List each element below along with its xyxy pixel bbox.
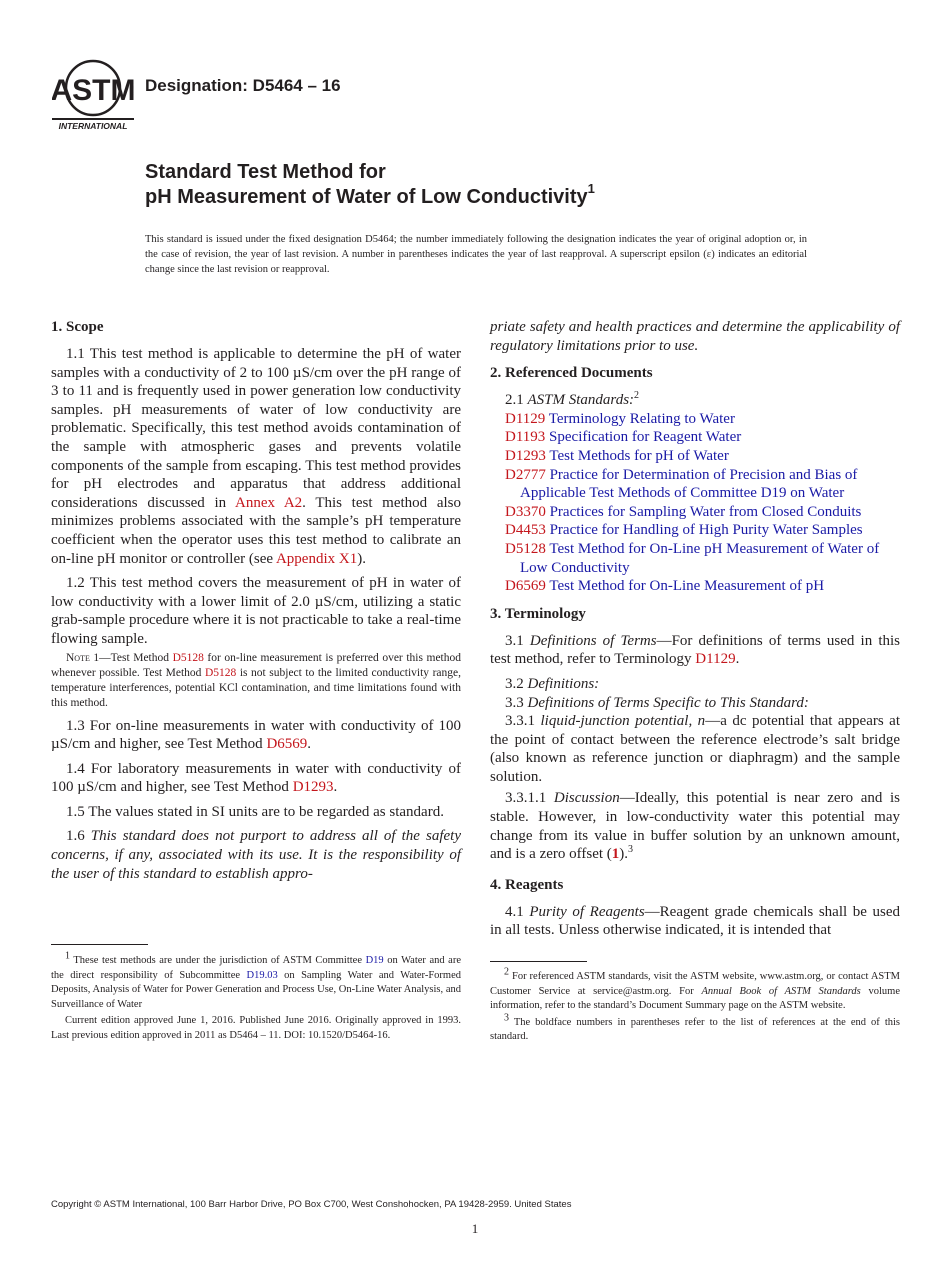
section-heading-reagents: 4. Reagents xyxy=(490,876,564,893)
fn3-text: The boldface numbers in parentheses refer to the list of references at the end of this standard. xyxy=(490,1016,900,1042)
standard-code-link[interactable]: D1293 xyxy=(505,447,546,464)
p3311-sup[interactable]: 3 xyxy=(628,844,634,856)
section-heading-referenced-documents: 2. Referenced Documents xyxy=(490,365,653,382)
standard-title-link[interactable]: Practice for Handling of High Purity Water Samples xyxy=(549,522,863,539)
link-appendix-x1[interactable]: Appendix X1 xyxy=(275,550,358,567)
fn3-sup: 3 xyxy=(504,1012,509,1023)
link-d19-03[interactable]: D19.03 xyxy=(246,969,278,981)
p3311-text: —Ideally, this potential is near zero and is stable. However, in low-conductivity water this potential may change from its value in buffer solution by an unknown amount, and is a zero offset ( xyxy=(490,790,901,863)
referenced-standard-item xyxy=(490,410,900,429)
link-d6569[interactable]: D6569 xyxy=(266,736,308,753)
logo-text: ASTM xyxy=(52,74,134,107)
standard-code-link[interactable]: D5128 xyxy=(505,540,546,557)
standard-title-link[interactable]: Specification for Reagent Water xyxy=(549,429,742,446)
referenced-standard-item xyxy=(490,577,900,596)
paragraph-2-1 xyxy=(490,391,900,410)
p32-num: 3.2 xyxy=(505,675,528,692)
p33-italic: Definitions of Terms Specific to This Standard: xyxy=(527,694,809,711)
link-d5128-2[interactable]: D5128 xyxy=(204,666,237,679)
referenced-standard-item xyxy=(490,466,900,503)
paragraph-1-4 xyxy=(51,760,461,797)
standard-title-link[interactable]: Practices for Sampling Water from Closed Conduits xyxy=(549,503,862,520)
p21-num: 2.1 xyxy=(505,392,528,409)
p32-italic: Definitions: xyxy=(527,675,600,692)
paragraph-4-1 xyxy=(490,903,900,940)
p3311-italic: Discussion xyxy=(553,790,620,807)
link-d5128[interactable]: D5128 xyxy=(172,651,204,664)
fn1-text-b: on Water and are the direct responsibility of Subcommittee xyxy=(51,955,461,981)
paragraph-1-2: 1.2 This test method covers the measurement of pH in water of low conductivity with a lower limit of 2.0 µS/cm, utilizing a static grab-sample procedure where it is not practicable to take a real-time flowing sample. xyxy=(51,575,461,647)
right-column xyxy=(490,318,900,946)
copyright-notice: Copyright © ASTM International, 100 Barr Harbor Drive, PO Box C700, West Conshohocken, PA 19428-2959. United States xyxy=(51,1199,572,1210)
referenced-standard-item xyxy=(490,540,900,577)
standard-code-link[interactable]: D6569 xyxy=(505,578,546,595)
paragraph-3-3-1 xyxy=(490,712,900,786)
standard-title-link[interactable]: Terminology Relating to Water xyxy=(548,410,735,427)
p14-end: . xyxy=(333,779,338,796)
referenced-standard-item xyxy=(490,521,900,540)
p21-sup[interactable]: 2 xyxy=(634,390,640,402)
referenced-standard-item xyxy=(490,447,900,466)
p41-italic: Purity of Reagents xyxy=(529,903,645,920)
p11-text-b: . This test method also minimizes problems associated with the sample’s pH temperature coefficient when the operator uses this test method to calibrate an on-line pH monitor or controller (see xyxy=(51,494,461,567)
standard-code-link[interactable]: D2777 xyxy=(505,466,546,483)
p331-italic: liquid-junction potential, n xyxy=(540,713,706,730)
paragraph-3-3-1-1 xyxy=(490,789,900,863)
fn1-sup: 1 xyxy=(65,950,70,962)
left-column xyxy=(51,318,461,889)
standard-code-link[interactable]: D3370 xyxy=(505,503,546,520)
fn1-text-a: These test methods are under the jurisdiction of ASTM Committee xyxy=(70,955,363,966)
footnote-rule-left xyxy=(51,944,148,945)
p331-num: 3.3.1 xyxy=(505,713,541,730)
note-text-a: 1—Test Method xyxy=(89,651,169,664)
footnote-current-edition: Current edition approved June 1, 2016. Published June 2016. Originally approved in 1993. Last previous edition approved in 2011 as D5464 – 11. DOI: 10.1520/D5464-16. xyxy=(51,1015,461,1041)
p3311-num: 3.3.1.1 xyxy=(505,790,554,807)
p11-text-a: 1.1 This test method is applicable to determine the pH of water samples with a conductivity of 2 to 100 µS/cm over the pH range of 3 to 11 and is frequently used in power generation low conductivity samples. pH measurements of water of low conductivity are problematic. Specifically, this test method avoids contamination of the sample with atmospheric gases and prevents volatile components of the sample from escaping. This test method provides for pH electrodes and apparatus that address additional considerations discussed in xyxy=(51,346,461,511)
standard-code-link[interactable]: D4453 xyxy=(505,522,546,539)
p16-cont-italic: priate safety and health practices and determine the applicability of regulatory limitations prior to use. xyxy=(490,319,900,354)
footnote-3 xyxy=(490,1012,900,1045)
p16-italic: This standard does not purport to address all of the safety concerns, if any, associated with its use. It is the responsibility of the user of this standard to establish appro- xyxy=(51,828,461,882)
p33-num: 3.3 xyxy=(505,694,528,711)
fn1-text-c: on Sampling Water and Water-Formed Deposits, Analysis of Water for Power Generation and Process Use, On-Line Water Analysis, and Surveillance of Water xyxy=(51,969,461,1010)
p41-num: 4.1 xyxy=(505,903,530,920)
astm-logo xyxy=(52,58,134,132)
paragraph-3-3 xyxy=(490,694,900,713)
page-title xyxy=(145,160,595,210)
standard-title-link[interactable]: Test Method for On-Line pH Measurement of Water of Low Conductivity xyxy=(520,540,880,576)
p31-italic: Definitions of Terms xyxy=(529,632,657,649)
link-d1129-terminology[interactable]: D1129 xyxy=(695,651,736,668)
paragraph-3-1 xyxy=(490,632,900,669)
p41-text: —Reagent grade chemicals shall be used in all tests. Unless otherwise indicated, it is intended that xyxy=(490,903,900,939)
referenced-standard-item xyxy=(490,503,900,522)
paragraph-1-6 xyxy=(51,827,461,883)
footnote-rule-right xyxy=(490,961,587,962)
p31-num: 3.1 xyxy=(505,632,530,649)
designation: Designation: D5464 – 16 xyxy=(145,76,341,95)
standard-title-link[interactable]: Test Method for On-Line Measurement of pH xyxy=(549,578,825,595)
standard-code-link[interactable]: D1129 xyxy=(505,410,546,427)
link-annex-a2[interactable]: Annex A2 xyxy=(235,494,303,511)
p14-text: 1.4 For laboratory measurements in water with conductivity of 100 µS/cm and higher, see Test Method xyxy=(51,760,461,796)
standard-code-link[interactable]: D1193 xyxy=(505,429,546,446)
footnotes-right xyxy=(490,966,900,1047)
p16-num: 1.6 xyxy=(66,828,91,845)
paragraph-3-2 xyxy=(490,675,900,694)
title-line-1: Standard Test Method for xyxy=(145,161,386,183)
footnote-2 xyxy=(490,966,900,1014)
p21-label: ASTM Standards: xyxy=(527,392,635,409)
p11-text-c: ). xyxy=(357,550,366,567)
fn2-italic: Annual Book of ASTM Standards xyxy=(701,985,861,997)
p31-end: . xyxy=(735,651,740,668)
astm-logo-mark xyxy=(52,58,134,132)
referenced-standards-list xyxy=(490,410,900,596)
footnotes-left xyxy=(51,950,461,1045)
note-label: Note xyxy=(66,651,90,664)
paragraph-1-3 xyxy=(51,717,461,754)
section-heading-terminology: 3. Terminology xyxy=(490,605,586,622)
paragraph-1-6-continued xyxy=(490,318,900,355)
fn2-sup: 2 xyxy=(504,966,509,978)
referenced-standard-item xyxy=(490,428,900,447)
p3311-end: ). xyxy=(619,846,629,863)
p13-text: 1.3 For on-line measurements in water with conductivity of 100 µS/cm and higher, see Test Method xyxy=(51,717,461,753)
p13-end: . xyxy=(307,736,312,753)
note-1 xyxy=(51,651,461,711)
note-text-c: is not subject to the limited conductivity range, temperature interferences, potential KCl contamination, and time limitations found with this method. xyxy=(51,666,461,709)
fn2-text-b: volume information, refer to the standard’s Document Summary page on the ASTM website. xyxy=(490,985,900,1011)
p331-text: —a dc potential that appears at the point of contact between the reference electrode’s salt bridge (also known as reference junction or diaphragm) and the sample solution. xyxy=(490,713,900,785)
title-line-2 xyxy=(145,181,595,210)
note-text-b: for on-line measurement is preferred over this method whenever possible. Test Method xyxy=(51,651,461,679)
paragraph-1-5: 1.5 The values stated in SI units are to be regarded as standard. xyxy=(66,803,444,820)
title-footnote-ref[interactable]: 1 xyxy=(587,181,595,197)
link-d19[interactable]: D19 xyxy=(365,955,384,966)
page-number: 1 xyxy=(471,1221,479,1236)
section-heading-scope: 1. Scope xyxy=(51,319,104,335)
footnote-1 xyxy=(51,950,461,1012)
title-line-2-text: pH Measurement of Water of Low Conductivity xyxy=(145,186,588,208)
standard-title-link[interactable]: Test Methods for pH of Water xyxy=(549,447,729,464)
logo-subtext: INTERNATIONAL xyxy=(58,121,128,131)
standard-title-link[interactable]: Practice for Determination of Precision and Bias of Applicable Test Methods of Committee D19 on Water xyxy=(520,466,858,502)
reference-1-link[interactable]: 1 xyxy=(611,846,620,863)
intro-paragraph: This standard is issued under the fixed designation D5464; the number immediately following the designation indicates the year of original adoption or, in the case of revision, the year of last revision. A number in parentheses indicates the year of last reapproval. A superscript epsilon (ε) indicates an editorial change since the last revision or reapproval. xyxy=(145,234,807,275)
link-d1293[interactable]: D1293 xyxy=(292,779,334,796)
p31-text: —For definitions of terms used in this test method, refer to Terminology xyxy=(490,632,900,668)
fn2-text-a: For referenced ASTM standards, visit the ASTM website, www.astm.org, or contact ASTM Customer Service at service@astm.org. For xyxy=(490,971,900,997)
paragraph-1-1 xyxy=(51,345,461,568)
